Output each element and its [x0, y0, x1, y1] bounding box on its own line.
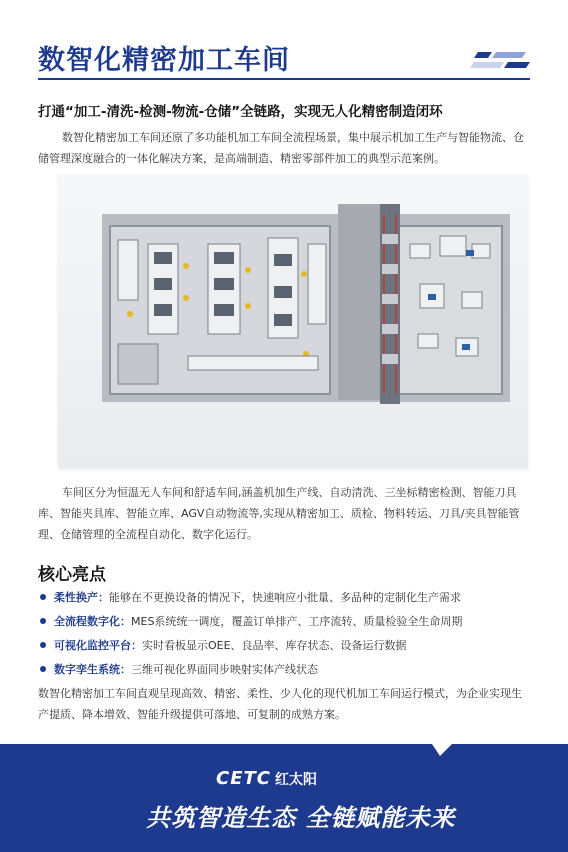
bullet-icon: [40, 666, 46, 672]
workshop-floor-plan-image: [58, 174, 528, 468]
bullet-icon: [40, 618, 46, 624]
highlight-key: 柔性换产：: [54, 591, 109, 604]
cetc-logo: CETC: [216, 768, 271, 789]
highlight-key: 全流程数字化：: [54, 615, 131, 628]
brand-logo: [216, 768, 317, 789]
list-item: [40, 586, 530, 608]
highlight-key: 可视化监控平台：: [54, 639, 142, 652]
layout-paragraph: 车间区分为恒温无人车间和舒适车间,涵盖机加生产线、自动清洗、三坐标精密检测、智能刀具库、智能夹具库、智能立库、AGV自动物流等,实现从精密加工、质检、物料转运、刀具/夹具智能管理、仓储管理的全流程自动化、数字化运行。: [38, 486, 520, 541]
section-title: 核心亮点: [38, 565, 106, 585]
stripe-decoration-icon: [470, 50, 532, 70]
highlight-key: 数字孪生系统：: [54, 663, 131, 676]
slogan: 共筑智造生态 全链赋能未来: [146, 803, 456, 832]
title-rule: [38, 78, 530, 80]
list-item: [40, 610, 530, 632]
highlight-text: MES系统统一调度，覆盖订单排产、工序流转、质量检验全生命周期: [131, 615, 463, 628]
page-title: 数智化精密加工车间: [38, 45, 290, 76]
highlight-text: 实时看板显示OEE、良品率、库存状态、设备运行数据: [142, 639, 407, 652]
bullet-icon: [40, 594, 46, 600]
list-item: [40, 634, 530, 656]
intro-paragraph: 数智化精密加工车间还原了多功能机加工车间全流程场景，集中展示机加工生产与智能物流、仓储管理深度融合的一体化解决方案，是高端制造、精密零部件加工的典型示范案例。: [38, 131, 524, 165]
highlight-text: 能够在不更换设备的情况下，快速响应小批量、多品种的定制化生产需求: [109, 591, 461, 604]
conclusion-paragraph: 数智化精密加工车间直观呈现高效、精密、柔性、少人化的现代机加工车间运行模式，为企业实现生产提质、降本增效、智能升级提供可落地、可复制的成熟方案。: [38, 687, 522, 721]
brand-name: 红太阳: [275, 771, 317, 788]
subtitle: 打通“加工-清洗-检测-物流-仓储”全链路，实现无人化精密制造闭环: [38, 104, 443, 120]
bullet-icon: [40, 642, 46, 648]
list-item: [40, 658, 530, 680]
highlight-text: 三维可视化界面同步映射实体产线状态: [131, 663, 318, 676]
highlights-list: [40, 586, 530, 682]
